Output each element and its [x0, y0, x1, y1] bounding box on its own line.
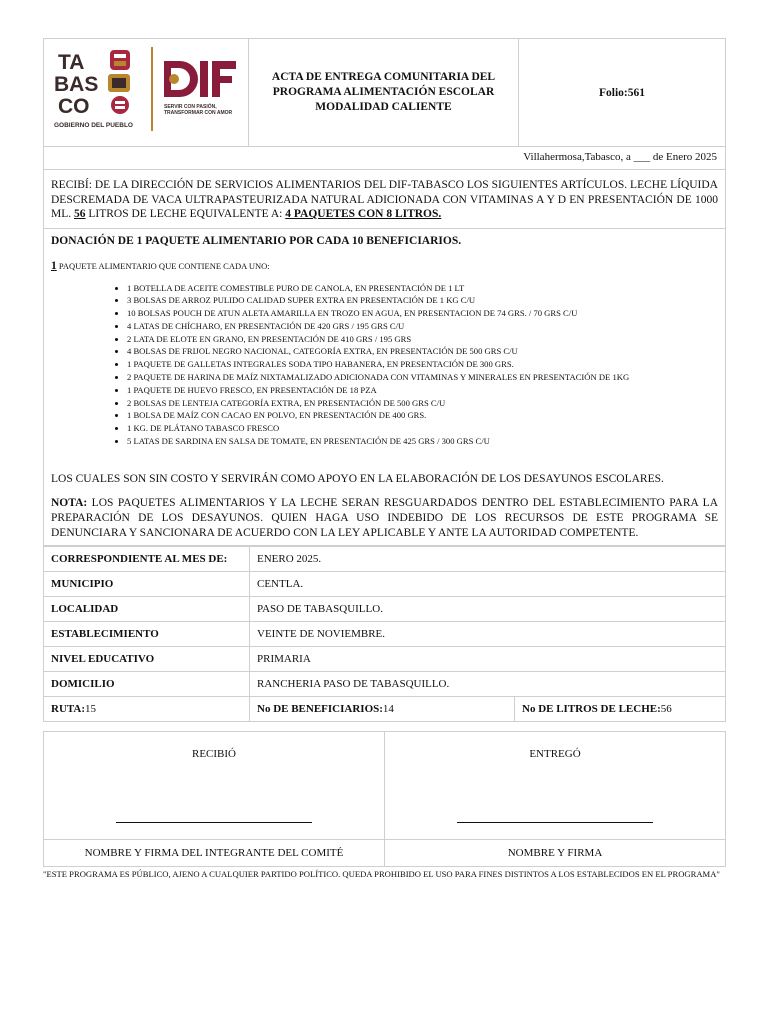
- document-title: [249, 39, 519, 147]
- donacion-section: [44, 228, 725, 545]
- footer-disclaimer: "ESTE PROGRAMA ES PÚBLICO, AJENO A CUALQUIER PARTIDO POLÍTICO. QUEDA PROHIBIDO EL USO PARA FINES DISTINTOS A LOS ESTABLECIDOS EN EL PROGRAMA": [43, 869, 720, 879]
- nota-label: NOTA:: [51, 496, 88, 509]
- list-item: • 2 PAQUETE DE HARINA DE MAÍZ NIXTAMALIZADO ADICIONADA CON VITAMINAS Y MINERALES EN PRESENTACIÓN DE 1KG: [127, 371, 718, 384]
- signature-table: [43, 731, 726, 867]
- domicilio-value: RANCHERIA PASO DE TABASQUILLO.: [250, 671, 726, 696]
- info-table: [43, 546, 726, 722]
- list-item: • 1 PAQUETE DE HUEVO FRESCO, EN PRESENTACIÓN DE 18 PZA: [127, 384, 718, 397]
- recibi-text-1: RECIBÍ: DE LA DIRECCIÓN DE SERVICIOS ALIMENTARIOS DEL DIF-TABASCO LOS SIGUIENTES ARTÍCULOS. LECHE LÍQUIDA DESCREMADA DE VACA ULTRAPASTEURIZADA NATURAL ADICIONADA CON VITAMINAS A Y D EN PRESENTACIÓN DE 1000 ML.: [51, 179, 718, 220]
- table-row: [44, 646, 726, 671]
- nivel-value: PRIMARIA: [250, 646, 726, 671]
- list-item: • 5 LATAS DE SARDINA EN SALSA DE TOMATE, EN PRESENTACIÓN DE 425 GRS / 300 GRS C/U: [127, 435, 718, 448]
- table-row: [44, 596, 726, 621]
- list-item: • 4 LATAS DE CHÍCHARO, EN PRESENTACIÓN DE 420 GRS / 195 GRS C/U: [127, 320, 718, 333]
- entrego-cell: [385, 731, 726, 839]
- tabasco-logo-text-2: BAS: [54, 73, 99, 96]
- paquete-number: 1: [51, 259, 57, 272]
- table-row: [44, 621, 726, 646]
- establecimiento-value: VEINTE DE NOVIEMBRE.: [250, 621, 726, 646]
- dif-tagline-1: SERVIR CON PASIÓN,: [164, 104, 217, 110]
- nota-text: LOS PAQUETES ALIMENTARIOS Y LA LECHE SERAN RESGUARDADOS DENTRO DEL ESTABLECIMIENTO PARA LA PREPARACIÓN DE LOS DESAYUNOS. QUIEN HAGA USO INDEBIDO DE LOS RECURSOS DE ESTE PROGRAMA SE DENUNCIARA Y SANCIONARA DE ACUERDO CON LA LEY APLICABLE Y ANTE LA AUTORIDAD COMPETENTE.: [51, 496, 718, 539]
- list-item: • 1 PAQUETE DE GALLETAS INTEGRALES SODA TIPO HABANERA, EN PRESENTACIÓN DE 300 GRS.: [127, 358, 718, 371]
- entrego-signature-line: [457, 822, 653, 823]
- list-item: • 1 KG. DE PLÁTANO TABASCO FRESCO: [127, 422, 718, 435]
- municipio-value: CENTLA.: [250, 571, 726, 596]
- beneficiarios-label: No DE BENEFICIARIOS:: [257, 702, 383, 715]
- gobierno-text: GOBIERNO DEL PUEBLO: [54, 122, 133, 129]
- list-item: • 4 BOLSAS DE FRIJOL NEGRO NACIONAL, CATEGORÍA EXTRA, EN PRESENTACIÓN DE 500 GRS C/U: [127, 345, 718, 358]
- body-box: [43, 147, 726, 546]
- title-line-3: MODALIDAD CALIENTE: [315, 101, 452, 113]
- localidad-value: PASO DE TABASQUILLO.: [250, 596, 726, 621]
- list-item: • 1 BOTELLA DE ACEITE COMESTIBLE PURO DE CANOLA, EN PRESENTACIÓN DE 1 LT: [127, 282, 718, 295]
- mes-value: ENERO 2025.: [250, 546, 726, 571]
- items-list: [51, 282, 718, 448]
- establecimiento-label: ESTABLECIMIENTO: [44, 621, 250, 646]
- logos-cell: [44, 39, 249, 147]
- entrego-caption: NOMBRE Y FIRMA: [385, 839, 726, 866]
- mes-label: CORRESPONDIENTE AL MES DE:: [44, 546, 250, 571]
- recibi-text-2: LITROS DE LECHE EQUIVALENTE A:: [85, 208, 286, 220]
- tabasco-glyph-icon: [108, 50, 130, 114]
- list-item: • 2 BOLSAS DE LENTEJA CATEGORÍA EXTRA, EN PRESENTACIÓN DE 500 GRS C/U: [127, 397, 718, 410]
- localidad-label: LOCALIDAD: [44, 596, 250, 621]
- beneficiarios-cell: [250, 696, 515, 721]
- list-item: • 3 BOLSAS DE ARROZ PULIDO CALIDAD SUPER EXTRA EN PRESENTACIÓN DE 1 KG C/U: [127, 294, 718, 307]
- dif-tagline-2: TRANSFORMAR CON AMOR: [164, 110, 233, 116]
- logo-divider: [151, 47, 153, 131]
- table-row: [44, 546, 726, 571]
- recibi-paragraph: [44, 169, 725, 228]
- tabasco-logo-text-1: TA: [58, 51, 85, 74]
- domicilio-label: DOMICILIO: [44, 671, 250, 696]
- list-item: • 10 BOLSAS POUCH DE ATUN ALETA AMARILLA EN TROZO EN AGUA, EN PRESENTACION DE 74 GRS. / 70 GRS C/U: [127, 307, 718, 320]
- beneficiarios-value: 14: [382, 702, 394, 715]
- recibi-litros: 56: [74, 208, 86, 220]
- paquete-line: [51, 260, 718, 272]
- ruta-cell: [44, 696, 250, 721]
- folio: Folio:561: [519, 39, 726, 147]
- costo-paragraph: LOS CUALES SON SIN COSTO Y SERVIRÁN COMO APOYO EN LA ELABORACIÓN DE LOS DESAYUNOS ESCOLARES.: [51, 472, 664, 485]
- recibio-caption: NOMBRE Y FIRMA DEL INTEGRANTE DEL COMITÉ: [44, 839, 385, 866]
- acta-document: [43, 38, 726, 867]
- tabasco-logo-text-3: CO: [58, 95, 90, 118]
- nivel-label: NIVEL EDUCATIVO: [44, 646, 250, 671]
- paquete-text: PAQUETE ALIMENTARIO QUE CONTIENE CADA UNO:: [56, 260, 270, 271]
- recibi-paquetes: 4 PAQUETES CON 8 LITROS.: [285, 208, 442, 220]
- table-row: [44, 571, 726, 596]
- recibio-cell: [44, 731, 385, 839]
- entrego-label: ENTREGÓ: [529, 747, 581, 760]
- header-table: [43, 38, 726, 147]
- logos-graphic: [44, 39, 248, 141]
- list-item: • 2 LATA DE ELOTE EN GRANO, EN PRESENTACIÓN DE 410 GRS / 195 GRS: [127, 333, 718, 346]
- municipio-label: MUNICIPIO: [44, 571, 250, 596]
- recibio-label: RECIBIÓ: [192, 747, 236, 760]
- list-item: • 1 BOLSA DE MAÍZ CON CACAO EN POLVO, EN PRESENTACIÓN DE 400 GRS.: [127, 409, 718, 422]
- donacion-title: DONACIÓN DE 1 PAQUETE ALIMENTARIO POR CADA 10 BENEFICIARIOS.: [51, 234, 462, 247]
- ruta-value: 15: [85, 702, 97, 715]
- date-line: Villahermosa,Tabasco, a ___ de Enero 2025: [523, 151, 717, 163]
- litros-label: No DE LITROS DE LECHE:: [522, 702, 661, 715]
- ruta-label: RUTA:: [51, 702, 86, 715]
- table-row: [44, 671, 726, 696]
- title-line-1: ACTA DE ENTREGA COMUNITARIA DEL: [271, 71, 496, 83]
- dif-logo-icon: [164, 61, 236, 97]
- table-row: [44, 696, 726, 721]
- litros-value: 56: [660, 702, 672, 715]
- recibio-signature-line: [116, 822, 312, 823]
- title-line-2: PROGRAMA ALIMENTACIÓN ESCOLAR: [272, 86, 495, 98]
- litros-cell: [515, 696, 726, 721]
- nota-paragraph: [51, 496, 718, 541]
